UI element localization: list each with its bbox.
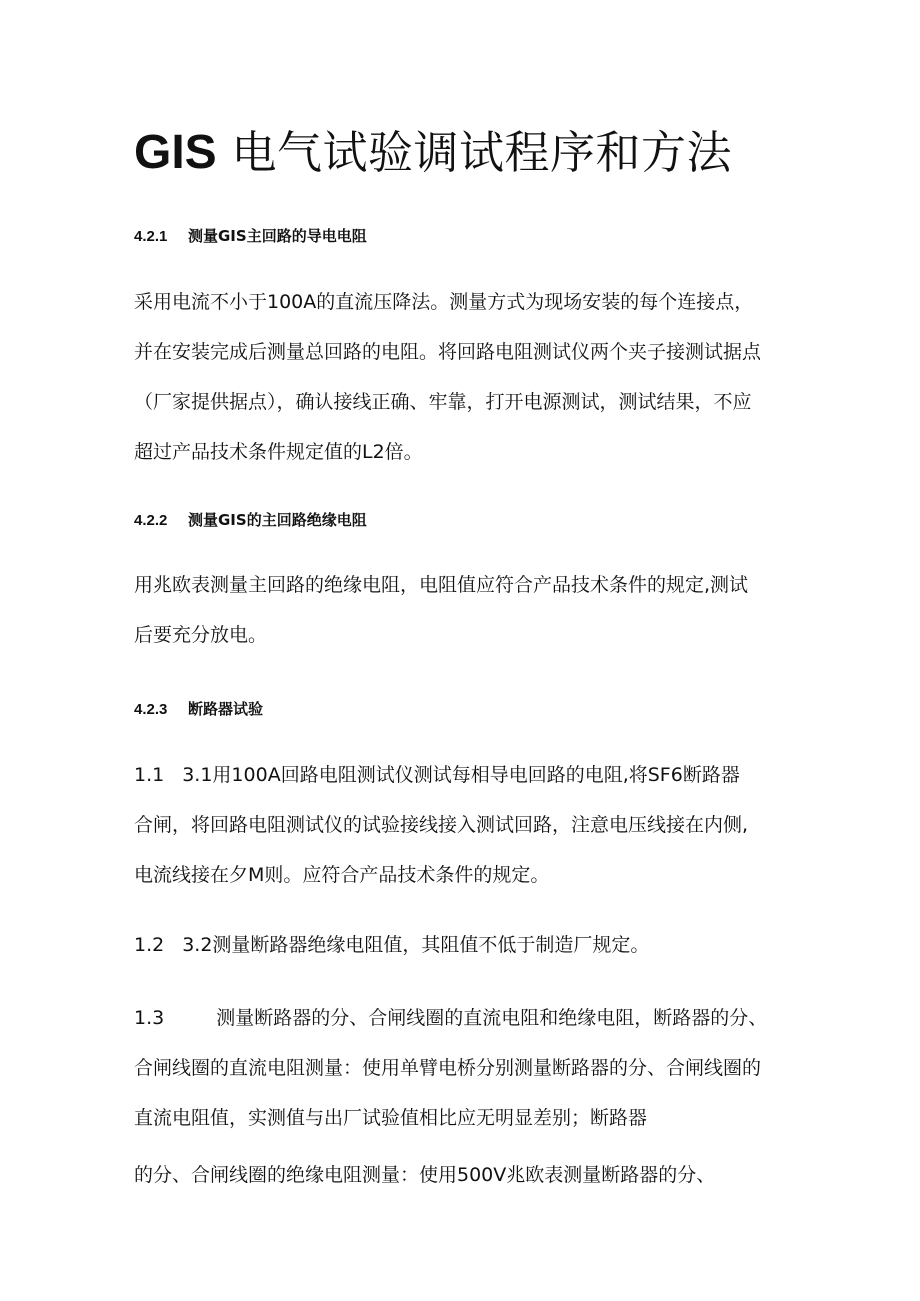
paragraph-line: 合闸线圈的直流电阻测量：使用单臂电桥分别测量断路器的分、合闸线圈的 xyxy=(134,1057,762,1079)
section-paragraph-4-2-2 xyxy=(134,570,814,670)
paragraph-line: 超过产品技术条件规定值的L2倍。 xyxy=(134,441,423,463)
list-item-1-3 xyxy=(134,1003,814,1210)
section-number: 4.2.1 xyxy=(134,228,168,245)
section-heading-4-2-2 xyxy=(134,509,367,532)
paragraph-line: 并在安装完成后测量总回路的电阻。将回路电阻测试仪两个夹子接测试据点 xyxy=(134,341,762,363)
paragraph-line: 合闸，将回路电阻测试仪的试验接线接入测试回路，注意电压线接在内侧, xyxy=(134,814,749,836)
section-heading-4-2-1 xyxy=(134,225,367,248)
item-line-text: 3.1用100A回路电阻测试仪测试每相导电回路的电阻,将SF6断路器 xyxy=(182,764,740,786)
document-title xyxy=(134,124,732,182)
item-number: 1.2 xyxy=(134,934,165,956)
title-latin: GIS xyxy=(134,126,217,179)
section-paragraph-4-2-1 xyxy=(134,287,814,487)
paragraph-line xyxy=(134,760,814,810)
title-cjk: 电气试验调试程序和方法 xyxy=(231,126,733,179)
list-item-1-2 xyxy=(134,930,814,960)
item-number: 1.3 xyxy=(134,1007,165,1029)
item-number: 1.1 xyxy=(134,764,165,786)
paragraph-line xyxy=(134,1003,814,1053)
paragraph-line: 用兆欧表测量主回路的绝缘电阻，电阻值应符合产品技术条件的规定,测试 xyxy=(134,574,749,596)
section-heading-text: 断路器试验 xyxy=(188,700,264,718)
paragraph-line xyxy=(134,930,814,960)
paragraph-line: 直流电阻值，实测值与出厂试验值相比应无明显差别；断路器 xyxy=(134,1107,648,1129)
section-heading-4-2-3 xyxy=(134,698,263,721)
paragraph-line: （厂家提供据点），确认接线正确、牢靠，打开电源测试，测试结果，不应 xyxy=(134,391,752,413)
paragraph-line: 采用电流不小于100A的直流压降法。测量方式为现场安装的每个连接点， xyxy=(134,291,754,313)
paragraph-line: 电流线接在夕M则。应符合产品技术条件的规定。 xyxy=(134,864,550,886)
section-number: 4.2.2 xyxy=(134,512,168,529)
item-line-text: 测量断路器的分、合闸线圈的直流电阻和绝缘电阻，断路器的分、 xyxy=(216,1007,768,1029)
paragraph-line: 的分、合闸线圈的绝缘电阻测量：使用500V兆欧表测量断路器的分、 xyxy=(134,1164,716,1186)
section-number: 4.2.3 xyxy=(134,701,168,718)
section-heading-text: 测量GIS主回路的导电电阻 xyxy=(188,227,367,245)
section-heading-text: 测量GIS的主回路绝缘电阻 xyxy=(188,511,367,529)
item-line-text: 3.2测量断路器绝缘电阻值，其阻值不低于制造厂规定。 xyxy=(182,934,650,956)
paragraph-line: 后要充分放电。 xyxy=(134,624,268,646)
list-item-1-1 xyxy=(134,760,814,910)
